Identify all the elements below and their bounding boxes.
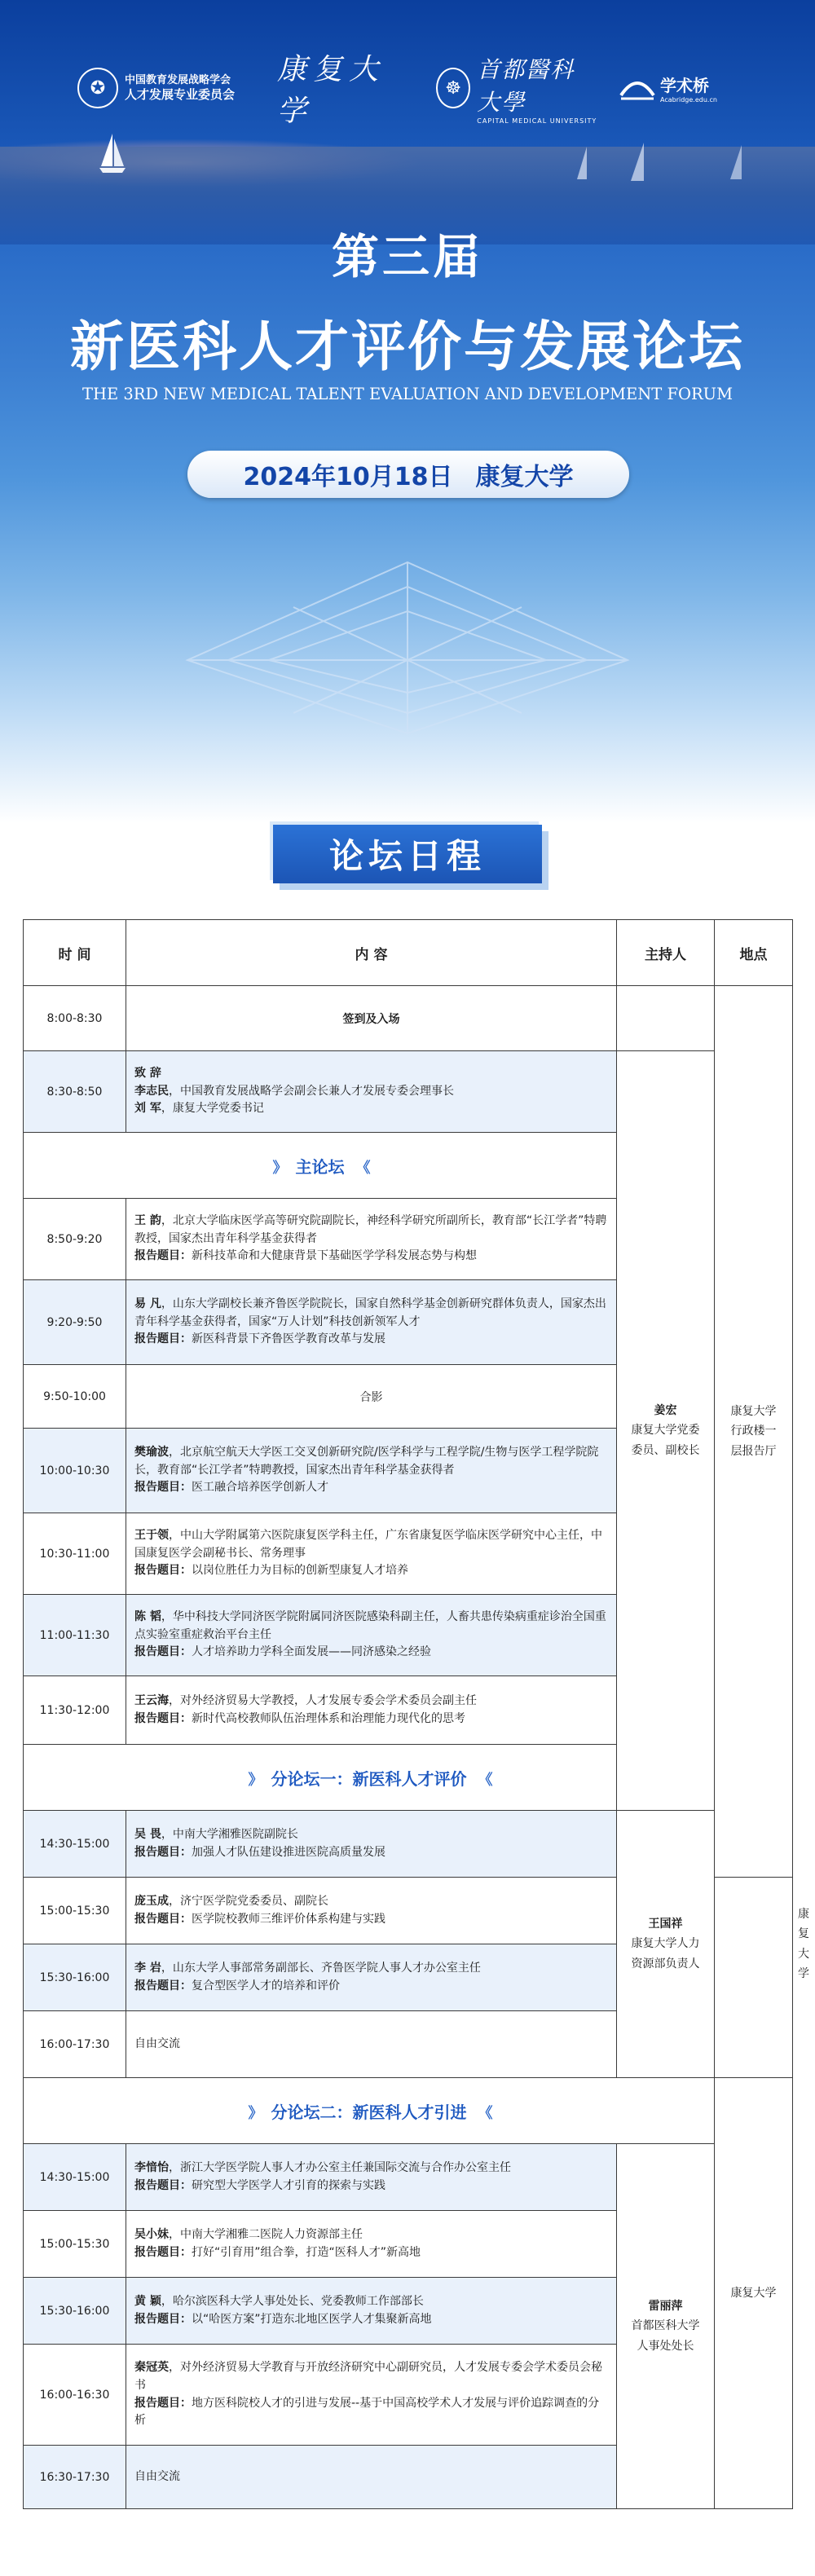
speaker-name: 李愔怡 bbox=[134, 2160, 169, 2174]
logo-xueshuqiao bbox=[619, 64, 742, 112]
speaker-name: 李 岩 bbox=[134, 1961, 161, 1975]
row-content bbox=[126, 1280, 617, 1365]
speaker-bio: ，中南大学湘雅医院副院长 bbox=[161, 1827, 298, 1841]
table-header-row bbox=[24, 920, 793, 986]
topic-text: 以岗位胜任力为目标的创新型康复人才培养 bbox=[192, 1564, 408, 1578]
logo1-line2: 人才发展专业委员会 bbox=[125, 86, 236, 102]
speaker-bio: ，山东大学人事部常务副部长、齐鲁医学院人事人才办公室主任 bbox=[161, 1961, 481, 1975]
speaker-bio: ，北京航空航天大学医工交叉创新研究院/医学科学与工程学院/生物与医学工程学院院长，教育部“长江学者”特聘教授，国家杰出青年科学基金获得者 bbox=[134, 1445, 599, 1477]
forum2-host-name: 雷丽萍 bbox=[648, 2299, 683, 2313]
building-illustration bbox=[171, 530, 644, 742]
row-content bbox=[126, 1513, 617, 1595]
topic-text: 以“哈医方案”打造东北地区医学人才集聚新高地 bbox=[192, 2312, 432, 2326]
main-host bbox=[617, 1051, 715, 1811]
chevrons-left-icon: 《 bbox=[478, 1771, 490, 1789]
speaker-bio: ，中山大学附属第六医院康复医学科主任，广东省康复医学临床医学研究中心主任，中国康复医学会副秘书长、常务理事 bbox=[134, 1528, 602, 1560]
main-venue-line3: 层报告厅 bbox=[730, 1444, 777, 1458]
section-row-forum2 bbox=[24, 2078, 793, 2144]
topic-text: 新医科背景下齐鲁医学教育改革与发展 bbox=[192, 1332, 385, 1346]
event-place: 康复大学 bbox=[475, 463, 574, 491]
row-time: 16:00-16:30 bbox=[24, 2345, 126, 2446]
row-content bbox=[126, 1811, 617, 1878]
speaker-name: 吴小妹 bbox=[134, 2227, 169, 2241]
topic-text: 医工融合培养医学创新人才 bbox=[192, 1481, 328, 1495]
logo-cmu bbox=[436, 55, 599, 125]
agenda-table bbox=[23, 919, 809, 2509]
topic-label: 报告题目： bbox=[134, 1564, 192, 1578]
agenda-banner-wrap bbox=[0, 823, 815, 905]
date-place-pill bbox=[187, 451, 629, 498]
topic-text: 地方医科院校人才的引进与发展--基于中国高校学术人才发展与评价追踪调查的分析 bbox=[134, 2396, 600, 2428]
section-forum2-label: 分论坛二：新医科人才引进 bbox=[271, 2102, 467, 2122]
topic-label: 报告题目： bbox=[134, 2178, 192, 2192]
row-content bbox=[126, 2211, 617, 2278]
main-venue bbox=[715, 986, 793, 1878]
row-content bbox=[126, 2278, 617, 2345]
forum1-host-line2: 康复大学人力 bbox=[631, 1937, 700, 1951]
col-venue: 地点 bbox=[715, 920, 793, 986]
row-time: 15:30-16:00 bbox=[24, 2278, 126, 2345]
table-row bbox=[24, 2144, 793, 2211]
speaker-name: 樊瑜波 bbox=[134, 1445, 169, 1459]
logo4-name: 学术桥 bbox=[660, 76, 709, 95]
main-host-name: 姜宏 bbox=[654, 1403, 677, 1417]
forum2-venue: 康复大学 bbox=[715, 2078, 793, 2509]
speaker-name: 王云海 bbox=[134, 1693, 169, 1707]
speaker-bio: ，山东大学副校长兼齐鲁医学院院长，国家自然科学基金创新研究群体负责人，国家杰出青年科学基金获得者，国家“万人计划”科技创新领军人才 bbox=[134, 1297, 606, 1328]
row-time: 10:00-10:30 bbox=[24, 1429, 126, 1513]
col-time: 时 间 bbox=[24, 920, 126, 986]
row-content bbox=[126, 1944, 617, 2011]
welcome-title: 致 辞 bbox=[134, 1066, 161, 1080]
row-content: 自由交流 bbox=[126, 2446, 617, 2509]
col-host: 主持人 bbox=[617, 920, 715, 986]
table-row: 14:30-15:00 吴 畏，中南大学湘雅医院副院长 报告题目：加强人才队伍建设推进医院高质量发展 王国祥 康复大学人力 资源部负责人 康复大学 bbox=[24, 1811, 793, 1878]
topic-text: 医学院校教师三维评价体系构建与实践 bbox=[192, 1912, 385, 1926]
forum1-host-line3: 资源部负责人 bbox=[631, 1957, 700, 1971]
row-time: 8:00-8:30 bbox=[24, 986, 126, 1051]
row-time: 10:30-11:00 bbox=[24, 1513, 126, 1595]
forum2-host-line2: 首都医科大学 bbox=[631, 2319, 700, 2333]
speaker-name: 陈 韬 bbox=[134, 1609, 161, 1623]
row-time: 15:00-15:30 bbox=[24, 2211, 126, 2278]
speaker-bio: ，哈尔滨医科大学人事处处长、党委教师工作部部长 bbox=[161, 2294, 424, 2308]
col-content: 内 容 bbox=[126, 920, 617, 986]
topic-label: 报告题目： bbox=[134, 1481, 192, 1495]
chevrons-right-icon: 》 bbox=[248, 2104, 260, 2122]
topic-label: 报告题目： bbox=[134, 1645, 192, 1659]
row-time: 15:30-16:00 bbox=[24, 1944, 126, 2011]
topic-label: 报告题目： bbox=[134, 1845, 192, 1859]
topic-text: 新时代高校教师队伍治理体系和治理能力现代化的思考 bbox=[192, 1711, 465, 1725]
topic-label: 报告题目： bbox=[134, 1979, 192, 1993]
row-content: 合影 bbox=[126, 1365, 617, 1429]
speaker-name: 秦冠英 bbox=[134, 2361, 169, 2375]
topic-text: 新科技革命和大健康背景下基础医学学科发展态势与构想 bbox=[192, 1249, 477, 1263]
topic-text: 加强人才队伍建设推进医院高质量发展 bbox=[192, 1845, 385, 1859]
logo-bar bbox=[77, 53, 738, 128]
topic-label: 报告题目： bbox=[134, 2245, 192, 2259]
logo-kangfu: 康复大学 bbox=[277, 53, 385, 128]
main-host-line3: 委员、副校长 bbox=[631, 1443, 700, 1457]
speaker-name: 易 凡 bbox=[134, 1297, 161, 1310]
speaker-bio: ，中南大学湘雅二医院人力资源部主任 bbox=[169, 2227, 363, 2241]
title-english: THE 3RD NEW MEDICAL TALENT EVALUATION AND DEVELOPMENT FORUM bbox=[82, 385, 734, 403]
forum1-host bbox=[617, 1811, 715, 2078]
speaker-name: 黄 颖 bbox=[134, 2294, 161, 2308]
section-main-title bbox=[24, 1133, 617, 1199]
bridge-logo-icon bbox=[619, 74, 655, 102]
row-time: 14:30-15:00 bbox=[24, 2144, 126, 2211]
main-venue-line2: 行政楼一 bbox=[730, 1425, 777, 1438]
row-time: 16:00-17:30 bbox=[24, 2011, 126, 2078]
title-edition: 第三届 bbox=[331, 229, 483, 284]
row-time: 11:00-11:30 bbox=[24, 1595, 126, 1676]
chevrons-left-icon: 《 bbox=[478, 2104, 490, 2122]
logo-cedss bbox=[77, 64, 265, 112]
chevrons-right-icon: 》 bbox=[248, 1771, 260, 1789]
cedss-logo-icon: ✪ bbox=[77, 68, 118, 108]
speaker-name: 刘 军 bbox=[134, 1102, 161, 1116]
section-forum1-label: 分论坛一：新医科人才评价 bbox=[271, 1768, 467, 1789]
speaker-bio: ，对外经济贸易大学教授，人才发展专委会学术委员会副主任 bbox=[169, 1693, 477, 1707]
row-content bbox=[126, 2144, 617, 2211]
speaker-bio: ，对外经济贸易大学教育与开放经济研究中心副研究员，人才发展专委会学术委员会秘书 bbox=[134, 2361, 602, 2392]
topic-label: 报告题目： bbox=[134, 1332, 192, 1346]
speaker-name: 李志民 bbox=[134, 1084, 169, 1098]
row-content: 签到及入场 bbox=[126, 986, 617, 1051]
row-content bbox=[126, 1199, 617, 1280]
row-time: 16:30-17:30 bbox=[24, 2446, 126, 2509]
speaker-name: 王 韵 bbox=[134, 1213, 161, 1227]
speaker-name: 吴 畏 bbox=[134, 1827, 161, 1841]
hero-banner bbox=[0, 0, 815, 823]
main-venue-line1: 康复大学 bbox=[730, 1404, 777, 1418]
forum2-host-line3: 人事处处长 bbox=[637, 2339, 694, 2353]
row-host-empty bbox=[617, 986, 715, 1051]
topic-label: 报告题目： bbox=[134, 1912, 192, 1926]
agenda-table-wrap bbox=[23, 919, 809, 2509]
row-time: 14:30-15:00 bbox=[24, 1811, 126, 1878]
row-content bbox=[126, 1051, 617, 1133]
section-main-label: 主论坛 bbox=[295, 1156, 345, 1177]
forum2-host bbox=[617, 2144, 715, 2509]
logo1-line1: 中国教育发展战略学会 bbox=[125, 74, 231, 87]
section-forum1-title bbox=[24, 1745, 715, 1811]
speaker-bio: ，中国教育发展战略学会副会长兼人才发展专委会理事长 bbox=[169, 1084, 454, 1098]
main-host-line2: 康复大学党委 bbox=[631, 1424, 700, 1438]
topic-label: 报告题目： bbox=[134, 2396, 192, 2410]
row-content bbox=[126, 1676, 617, 1745]
row-time: 15:00-15:30 bbox=[24, 1878, 126, 1944]
row-content bbox=[126, 2345, 617, 2446]
speaker-bio: ，济宁医学院党委委员、副院长 bbox=[169, 1894, 328, 1908]
topic-label: 报告题目： bbox=[134, 1711, 192, 1725]
row-content bbox=[126, 1595, 617, 1676]
event-date: 2024年10月18日 bbox=[243, 463, 453, 491]
speaker-bio: ，浙江大学医学院人事人才办公室主任兼国际交流与合作办公室主任 bbox=[169, 2160, 511, 2174]
row-time: 11:30-12:00 bbox=[24, 1676, 126, 1745]
section-row-forum1 bbox=[24, 1745, 793, 1811]
topic-text: 打好“引育用”组合拳，打造“医科人才”新高地 bbox=[192, 2245, 421, 2259]
forum1-host-name: 王国祥 bbox=[648, 1917, 683, 1931]
speaker-bio: ，北京大学临床医学高等研究院副院长，神经科学研究所副所长，教育部“长江学者”特聘教授，国家杰出青年科学基金获得者 bbox=[134, 1213, 607, 1245]
row-time: 9:20-9:50 bbox=[24, 1280, 126, 1365]
agenda-banner: 论坛日程 bbox=[273, 825, 542, 883]
chevrons-right-icon: 》 bbox=[272, 1159, 284, 1177]
speaker-bio: ，康复大学党委书记 bbox=[161, 1102, 264, 1116]
row-content bbox=[126, 1429, 617, 1513]
row-time: 8:30-8:50 bbox=[24, 1051, 126, 1133]
sailboat-icon bbox=[96, 130, 129, 179]
logo4-sub: Acabridge.edu.cn bbox=[660, 96, 717, 103]
row-time: 8:50-9:20 bbox=[24, 1199, 126, 1280]
topic-label: 报告题目： bbox=[134, 2312, 192, 2326]
logo3-cn: 首都醫科大學 bbox=[477, 55, 575, 116]
logo3-en: CAPITAL MEDICAL UNIVERSITY bbox=[477, 117, 597, 125]
chevrons-left-icon: 《 bbox=[355, 1159, 368, 1177]
topic-label: 报告题目： bbox=[134, 1249, 192, 1263]
speaker-name: 庞玉成 bbox=[134, 1894, 169, 1908]
section-forum2-title bbox=[24, 2078, 715, 2144]
table-row bbox=[24, 1051, 793, 1133]
topic-text: 人才培养助力学科全面发展——同济感染之经验 bbox=[192, 1645, 431, 1659]
cmu-seal-icon: ☸ bbox=[436, 68, 470, 108]
row-content: 自由交流 bbox=[126, 2011, 617, 2078]
speaker-bio: ，华中科技大学同济医学院附属同济医院感染科副主任，人畜共患传染病重症诊治全国重点实验室重症救治平台主任 bbox=[134, 1609, 606, 1641]
speaker-name: 王于领 bbox=[134, 1528, 169, 1542]
sailboats-right-icon bbox=[554, 139, 799, 187]
title-main: 新医科人才评价与发展论坛 bbox=[70, 315, 745, 378]
table-row bbox=[24, 986, 793, 1051]
topic-text: 研究型大学医学人才引育的探索与实践 bbox=[192, 2178, 385, 2192]
topic-text: 复合型医学人才的培养和评价 bbox=[192, 1979, 340, 1993]
row-content bbox=[126, 1878, 617, 1944]
row-time: 9:50-10:00 bbox=[24, 1365, 126, 1429]
